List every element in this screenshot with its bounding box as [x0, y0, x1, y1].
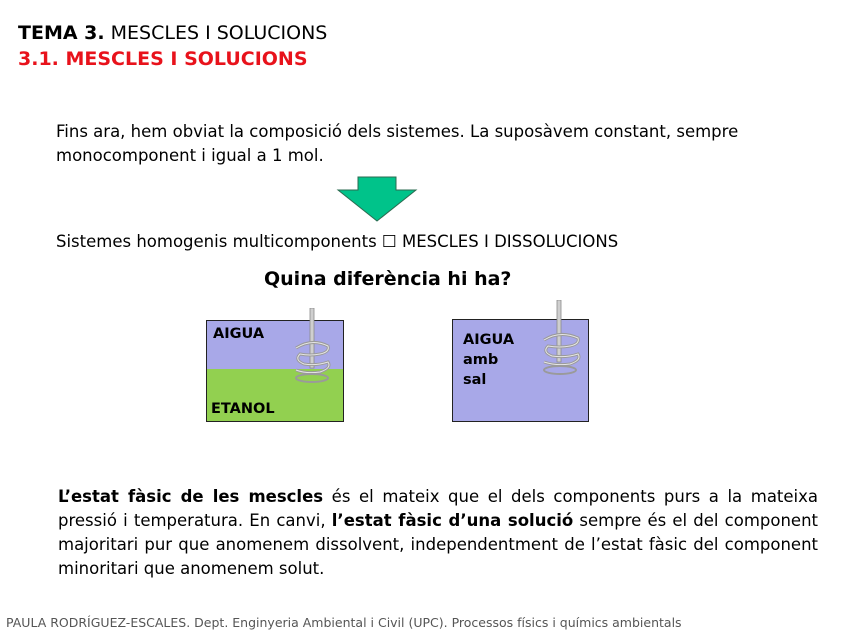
stirrer-icon: [540, 300, 588, 380]
down-arrow-icon: [336, 176, 418, 222]
section-subtitle: 3.1. MESCLES I SOLUCIONS: [18, 48, 308, 70]
conclusion-paragraph: [58, 485, 818, 581]
solution-label-line1: AIGUA: [463, 332, 515, 348]
solution-label-line3: sal: [463, 372, 487, 388]
page-title: [18, 22, 327, 44]
intro-paragraph: Fins ara, hem obviat la composició dels sistemes. La suposàvem constant, sempre monocomponent i igual a 1 mol.: [56, 122, 739, 165]
water-label: AIGUA: [213, 326, 265, 342]
systems-line: Sistemes homogenis multicomponents ☐ MESCLES I DISSOLUCIONS: [56, 232, 619, 251]
title-bold: TEMA 3.: [18, 22, 105, 44]
ethanol-label: ETANOL: [211, 401, 275, 417]
title-rest: MESCLES I SOLUCIONS: [104, 22, 328, 44]
mixture-phase-bold: L’estat fàsic de les mescles: [58, 487, 324, 506]
solution-label-line2: amb: [463, 352, 499, 368]
solution-phase-bold: l’estat fàsic d’una solució: [331, 511, 574, 530]
conclusion-text-2: sempre és el del component majoritari pur que anomenem dissolvent, independentment de l’estat fàsic del component minoritari que anomenem solut.: [58, 511, 818, 578]
footer-credit: PAULA RODRÍGUEZ-ESCALES. Dept. Enginyeria Ambiental i Civil (UPC). Processos físics i químics ambientals: [6, 615, 682, 630]
conclusion-text-1: és el mateix que el dels components purs a la mateixa pressió i temperatura. En canvi,: [58, 487, 819, 530]
question-heading: Quina diferència hi ha?: [264, 268, 512, 290]
stirrer-icon: [290, 308, 338, 386]
